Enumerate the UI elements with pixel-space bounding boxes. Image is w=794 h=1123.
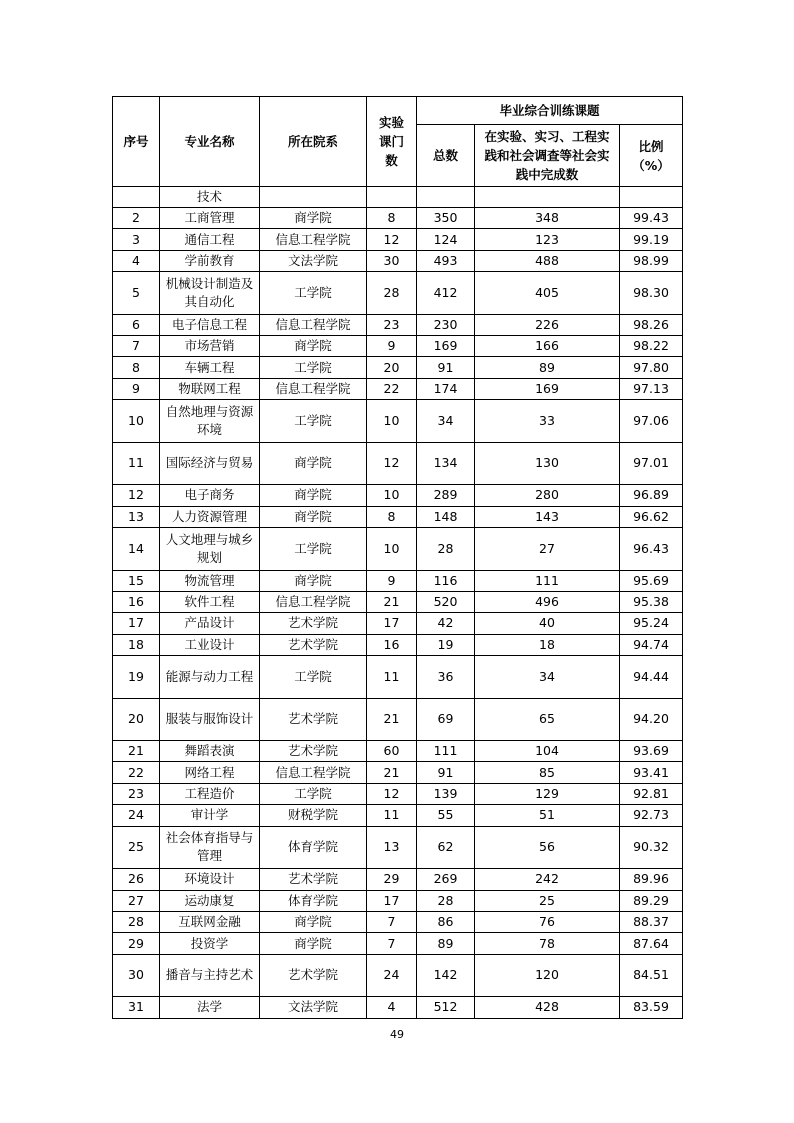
cell-total: 493 (417, 250, 475, 271)
cell-exp-courses: 12 (367, 783, 417, 804)
table-row (113, 506, 683, 527)
cell-major: 物联网工程 (160, 378, 260, 399)
cell-seq: 2 (113, 208, 160, 229)
cell-major: 人文地理与城乡规划 (160, 528, 260, 571)
cell-college: 信息工程学院 (260, 378, 367, 399)
cell-exp-courses: 10 (367, 485, 417, 506)
table-row (113, 890, 683, 911)
cell-total: 28 (417, 890, 475, 911)
cell-seq: 11 (113, 442, 160, 485)
cell-ratio: 99.43 (620, 208, 683, 229)
cell-practice: 51 (475, 805, 620, 826)
cell-ratio: 96.89 (620, 485, 683, 506)
cell-major: 能源与动力工程 (160, 656, 260, 699)
cell-practice: 120 (475, 954, 620, 997)
cell-total: 86 (417, 911, 475, 932)
cell-total: 89 (417, 933, 475, 954)
cell-total: 91 (417, 357, 475, 378)
cell-major: 工商管理 (160, 208, 260, 229)
cell-ratio: 95.24 (620, 613, 683, 634)
cell-ratio: 94.44 (620, 656, 683, 699)
cell-major: 舞蹈表演 (160, 741, 260, 762)
cell-college: 信息工程学院 (260, 229, 367, 250)
cell-exp-courses: 12 (367, 442, 417, 485)
cell-ratio: 89.29 (620, 890, 683, 911)
cell-practice: 18 (475, 634, 620, 655)
cell-total: 19 (417, 634, 475, 655)
cell-practice (475, 187, 620, 208)
cell-major: 自然地理与资源环境 (160, 400, 260, 443)
table-row (113, 698, 683, 741)
cell-ratio: 98.22 (620, 336, 683, 357)
cell-practice: 405 (475, 272, 620, 315)
cell-major: 社会体育指导与管理 (160, 826, 260, 869)
cell-major: 工程造价 (160, 783, 260, 804)
cell-practice: 169 (475, 378, 620, 399)
cell-exp-courses: 21 (367, 591, 417, 612)
cell-seq: 20 (113, 698, 160, 741)
cell-seq: 7 (113, 336, 160, 357)
cell-total: 28 (417, 528, 475, 571)
cell-exp-courses: 24 (367, 954, 417, 997)
cell-exp-courses: 17 (367, 613, 417, 634)
table-row (113, 378, 683, 399)
cell-ratio: 83.59 (620, 997, 683, 1018)
cell-ratio: 87.64 (620, 933, 683, 954)
cell-total: 139 (417, 783, 475, 804)
cell-college: 工学院 (260, 272, 367, 315)
cell-seq: 15 (113, 570, 160, 591)
cell-college: 工学院 (260, 357, 367, 378)
cell-major: 产品设计 (160, 613, 260, 634)
cell-total: 169 (417, 336, 475, 357)
cell-seq: 27 (113, 890, 160, 911)
cell-practice: 130 (475, 442, 620, 485)
cell-ratio: 94.74 (620, 634, 683, 655)
cell-college: 工学院 (260, 783, 367, 804)
table-row (113, 634, 683, 655)
cell-major: 运动康复 (160, 890, 260, 911)
cell-practice: 428 (475, 997, 620, 1018)
cell-practice: 496 (475, 591, 620, 612)
cell-practice: 40 (475, 613, 620, 634)
cell-practice: 25 (475, 890, 620, 911)
cell-exp-courses: 9 (367, 336, 417, 357)
table-row (113, 229, 683, 250)
cell-exp-courses: 21 (367, 762, 417, 783)
cell-college: 艺术学院 (260, 634, 367, 655)
table-row (113, 954, 683, 997)
cell-practice: 488 (475, 250, 620, 271)
cell-major: 服装与服饰设计 (160, 698, 260, 741)
cell-exp-courses: 23 (367, 314, 417, 335)
cell-seq (113, 187, 160, 208)
header-college: 所在院系 (260, 97, 367, 187)
cell-total: 36 (417, 656, 475, 699)
table-row (113, 783, 683, 804)
cell-college: 商学院 (260, 506, 367, 527)
cell-practice: 65 (475, 698, 620, 741)
cell-college: 艺术学院 (260, 698, 367, 741)
cell-total: 142 (417, 954, 475, 997)
cell-practice: 348 (475, 208, 620, 229)
cell-practice: 76 (475, 911, 620, 932)
cell-practice: 56 (475, 826, 620, 869)
cell-total: 124 (417, 229, 475, 250)
cell-college: 商学院 (260, 911, 367, 932)
cell-college: 信息工程学院 (260, 591, 367, 612)
cell-total (417, 187, 475, 208)
cell-exp-courses: 16 (367, 634, 417, 655)
cell-major: 机械设计制造及其自动化 (160, 272, 260, 315)
cell-practice: 280 (475, 485, 620, 506)
cell-exp-courses: 11 (367, 656, 417, 699)
table-row (113, 400, 683, 443)
cell-total: 116 (417, 570, 475, 591)
majors-table (112, 96, 683, 1019)
cell-ratio: 92.73 (620, 805, 683, 826)
table-row (113, 762, 683, 783)
cell-college: 工学院 (260, 528, 367, 571)
cell-college: 艺术学院 (260, 613, 367, 634)
cell-total: 42 (417, 613, 475, 634)
cell-total: 520 (417, 591, 475, 612)
cell-college: 信息工程学院 (260, 314, 367, 335)
header-ratio: 比例（%） (620, 125, 683, 187)
cell-ratio: 84.51 (620, 954, 683, 997)
cell-ratio: 92.81 (620, 783, 683, 804)
cell-practice: 34 (475, 656, 620, 699)
cell-major: 软件工程 (160, 591, 260, 612)
cell-exp-courses: 17 (367, 890, 417, 911)
table-row (113, 933, 683, 954)
cell-major: 审计学 (160, 805, 260, 826)
cell-ratio: 95.69 (620, 570, 683, 591)
cell-ratio: 98.99 (620, 250, 683, 271)
cell-seq: 22 (113, 762, 160, 783)
cell-exp-courses: 30 (367, 250, 417, 271)
cell-seq: 31 (113, 997, 160, 1018)
cell-exp-courses: 12 (367, 229, 417, 250)
table-row (113, 911, 683, 932)
cell-college: 文法学院 (260, 250, 367, 271)
cell-college (260, 187, 367, 208)
cell-college: 商学院 (260, 336, 367, 357)
cell-seq: 5 (113, 272, 160, 315)
cell-total: 134 (417, 442, 475, 485)
cell-seq: 18 (113, 634, 160, 655)
cell-seq: 21 (113, 741, 160, 762)
cell-ratio (620, 187, 683, 208)
table-row (113, 485, 683, 506)
cell-practice: 242 (475, 869, 620, 890)
cell-major: 物流管理 (160, 570, 260, 591)
cell-seq: 25 (113, 826, 160, 869)
cell-exp-courses (367, 187, 417, 208)
cell-exp-courses: 20 (367, 357, 417, 378)
cell-seq: 24 (113, 805, 160, 826)
cell-ratio: 88.37 (620, 911, 683, 932)
cell-exp-courses: 8 (367, 506, 417, 527)
cell-exp-courses: 10 (367, 528, 417, 571)
cell-exp-courses: 11 (367, 805, 417, 826)
page-number: 49 (390, 1028, 404, 1041)
table-row (113, 187, 683, 208)
cell-total: 174 (417, 378, 475, 399)
cell-college: 信息工程学院 (260, 762, 367, 783)
cell-exp-courses: 29 (367, 869, 417, 890)
table-row (113, 357, 683, 378)
cell-total: 55 (417, 805, 475, 826)
cell-college: 商学院 (260, 208, 367, 229)
cell-practice: 85 (475, 762, 620, 783)
cell-practice: 129 (475, 783, 620, 804)
cell-practice: 33 (475, 400, 620, 443)
cell-practice: 123 (475, 229, 620, 250)
table-row (113, 250, 683, 271)
cell-exp-courses: 60 (367, 741, 417, 762)
cell-exp-courses: 22 (367, 378, 417, 399)
cell-college: 商学院 (260, 933, 367, 954)
cell-college: 财税学院 (260, 805, 367, 826)
cell-exp-courses: 7 (367, 933, 417, 954)
table-row (113, 656, 683, 699)
table-row (113, 591, 683, 612)
cell-ratio: 96.62 (620, 506, 683, 527)
table-body (113, 187, 683, 1019)
cell-seq: 19 (113, 656, 160, 699)
cell-seq: 4 (113, 250, 160, 271)
header-exp-courses: 实验课门数 (367, 97, 417, 187)
cell-exp-courses: 4 (367, 997, 417, 1018)
cell-practice: 27 (475, 528, 620, 571)
cell-seq: 3 (113, 229, 160, 250)
cell-seq: 10 (113, 400, 160, 443)
cell-ratio: 98.30 (620, 272, 683, 315)
cell-ratio: 98.26 (620, 314, 683, 335)
cell-seq: 12 (113, 485, 160, 506)
cell-seq: 14 (113, 528, 160, 571)
cell-ratio: 90.32 (620, 826, 683, 869)
cell-total: 62 (417, 826, 475, 869)
cell-practice: 104 (475, 741, 620, 762)
cell-exp-courses: 21 (367, 698, 417, 741)
cell-ratio: 96.43 (620, 528, 683, 571)
cell-exp-courses: 13 (367, 826, 417, 869)
cell-total: 91 (417, 762, 475, 783)
cell-seq: 17 (113, 613, 160, 634)
cell-total: 350 (417, 208, 475, 229)
cell-major: 法学 (160, 997, 260, 1018)
cell-total: 412 (417, 272, 475, 315)
cell-ratio: 97.13 (620, 378, 683, 399)
cell-practice: 89 (475, 357, 620, 378)
cell-college: 商学院 (260, 570, 367, 591)
cell-major: 播音与主持艺术 (160, 954, 260, 997)
cell-total: 148 (417, 506, 475, 527)
cell-ratio: 93.41 (620, 762, 683, 783)
header-major: 专业名称 (160, 97, 260, 187)
table-row (113, 336, 683, 357)
cell-college: 商学院 (260, 442, 367, 485)
cell-seq: 8 (113, 357, 160, 378)
cell-exp-courses: 9 (367, 570, 417, 591)
cell-seq: 16 (113, 591, 160, 612)
table-row (113, 805, 683, 826)
cell-college: 艺术学院 (260, 954, 367, 997)
cell-seq: 23 (113, 783, 160, 804)
table-row (113, 826, 683, 869)
cell-exp-courses: 8 (367, 208, 417, 229)
cell-total: 230 (417, 314, 475, 335)
cell-exp-courses: 28 (367, 272, 417, 315)
cell-seq: 30 (113, 954, 160, 997)
cell-seq: 9 (113, 378, 160, 399)
cell-college: 体育学院 (260, 890, 367, 911)
cell-practice: 226 (475, 314, 620, 335)
cell-major: 车辆工程 (160, 357, 260, 378)
header-total: 总数 (417, 125, 475, 187)
cell-major: 环境设计 (160, 869, 260, 890)
cell-ratio: 94.20 (620, 698, 683, 741)
cell-total: 289 (417, 485, 475, 506)
cell-major: 学前教育 (160, 250, 260, 271)
cell-major: 投资学 (160, 933, 260, 954)
cell-major: 技术 (160, 187, 260, 208)
cell-practice: 78 (475, 933, 620, 954)
cell-college: 工学院 (260, 656, 367, 699)
table-row (113, 528, 683, 571)
table-row (113, 613, 683, 634)
cell-ratio: 97.80 (620, 357, 683, 378)
cell-college: 艺术学院 (260, 741, 367, 762)
cell-major: 通信工程 (160, 229, 260, 250)
cell-ratio: 99.19 (620, 229, 683, 250)
cell-major: 互联网金融 (160, 911, 260, 932)
cell-ratio: 97.01 (620, 442, 683, 485)
header-practice: 在实验、实习、工程实践和社会调查等社会实践中完成数 (475, 125, 620, 187)
cell-major: 电子信息工程 (160, 314, 260, 335)
table-row (113, 570, 683, 591)
cell-college: 艺术学院 (260, 869, 367, 890)
table-row (113, 869, 683, 890)
cell-seq: 26 (113, 869, 160, 890)
cell-seq: 6 (113, 314, 160, 335)
table-row (113, 208, 683, 229)
cell-college: 文法学院 (260, 997, 367, 1018)
cell-major: 人力资源管理 (160, 506, 260, 527)
table-row (113, 741, 683, 762)
table-row (113, 442, 683, 485)
table-row (113, 272, 683, 315)
cell-ratio: 95.38 (620, 591, 683, 612)
cell-seq: 29 (113, 933, 160, 954)
cell-total: 111 (417, 741, 475, 762)
cell-ratio: 89.96 (620, 869, 683, 890)
cell-practice: 166 (475, 336, 620, 357)
cell-seq: 13 (113, 506, 160, 527)
cell-college: 商学院 (260, 485, 367, 506)
cell-major: 网络工程 (160, 762, 260, 783)
cell-total: 34 (417, 400, 475, 443)
cell-ratio: 93.69 (620, 741, 683, 762)
cell-exp-courses: 7 (367, 911, 417, 932)
cell-practice: 143 (475, 506, 620, 527)
table-row (113, 314, 683, 335)
cell-ratio: 97.06 (620, 400, 683, 443)
cell-major: 国际经济与贸易 (160, 442, 260, 485)
cell-total: 69 (417, 698, 475, 741)
cell-exp-courses: 10 (367, 400, 417, 443)
cell-major: 电子商务 (160, 485, 260, 506)
table-row (113, 997, 683, 1018)
cell-major: 工业设计 (160, 634, 260, 655)
cell-college: 体育学院 (260, 826, 367, 869)
cell-major: 市场营销 (160, 336, 260, 357)
cell-total: 269 (417, 869, 475, 890)
cell-practice: 111 (475, 570, 620, 591)
header-group: 毕业综合训练课题 (417, 97, 683, 125)
cell-seq: 28 (113, 911, 160, 932)
cell-college: 工学院 (260, 400, 367, 443)
header-seq: 序号 (113, 97, 160, 187)
cell-total: 512 (417, 997, 475, 1018)
